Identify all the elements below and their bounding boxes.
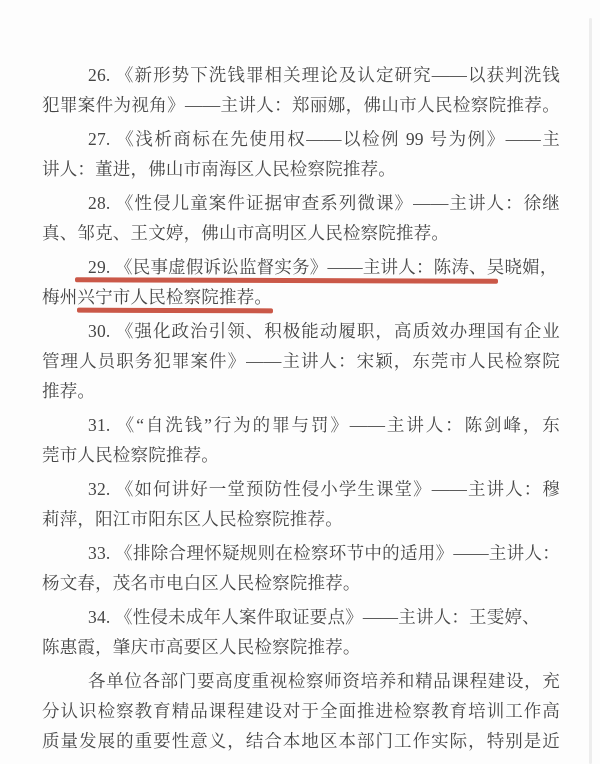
text-line: 34. 《性侵未成年人案件取证要点》——主讲人：王雯婷、 (88, 607, 540, 627)
page-edge-line (589, 18, 592, 764)
text-line: 莉萍，阳江市阳东区人民检察院推荐。 (42, 509, 343, 529)
text-line: 32. 《如何讲好一堂预防性侵小学生课堂》——主讲人：穆 (88, 479, 560, 499)
text-line-highlighted: 梅州兴宁市人民检察院推荐。 (42, 282, 560, 312)
text-line: 杨文春，茂名市电白区人民检察院推荐。 (42, 573, 361, 593)
text-line: 莞市人民检察院推荐。 (42, 445, 219, 465)
text-line: 质量发展的重要性意义，结合本地区本部门工作实际，特别是近 (42, 731, 560, 751)
text-line: 各单位各部门要高度重视检察师资培养和精品课程建设，充 (88, 671, 560, 691)
text-line: 26. 《新形势下洗钱罪相关理论及认定研究——以获判洗钱 (88, 65, 560, 85)
text-line: 28. 《性侵儿童案件证据审查系列微课》——主讲人：徐继 (88, 193, 560, 213)
text-line: 推荐。 (42, 381, 96, 401)
text-line: 33. 《排除合理怀疑规则在检察环节中的适用》——主讲人： (88, 543, 560, 563)
red-underline-annotation (77, 308, 273, 314)
text-line: 犯罪案件为视角》——主讲人：郑丽娜，佛山市人民检察院推荐。 (42, 95, 560, 115)
text-line: 讲人：董进，佛山市南海区人民检察院推荐。 (42, 159, 396, 179)
text-line: 31. 《“自洗钱”行为的罪与罚》——主讲人：陈剑峰，东 (88, 415, 560, 435)
text-line: 真、邹克、王文婷，佛山市高明区人民检察院推荐。 (42, 223, 450, 243)
text-line: 陈惠霞，肇庆市高要区人民检察院推荐。 (42, 637, 361, 657)
document-body (42, 60, 560, 756)
text-line-highlighted: 29. 《民事虚假诉讼监督实务》——主讲人：陈涛、吴晓媚， (42, 252, 560, 282)
text-line: 管理人员职务犯罪案件》——主讲人：宋颖，东莞市人民检察院 (42, 351, 560, 371)
text-line: 27. 《浅析商标在先使用权——以检例 99 号为例》——主 (88, 129, 560, 149)
text-line: 30. 《强化政治引领、积极能动履职，高质效办理国有企业 (88, 321, 560, 341)
text-line: 分认识检察教育精品课程建设对于全面推进检察教育培训工作高 (42, 701, 560, 721)
